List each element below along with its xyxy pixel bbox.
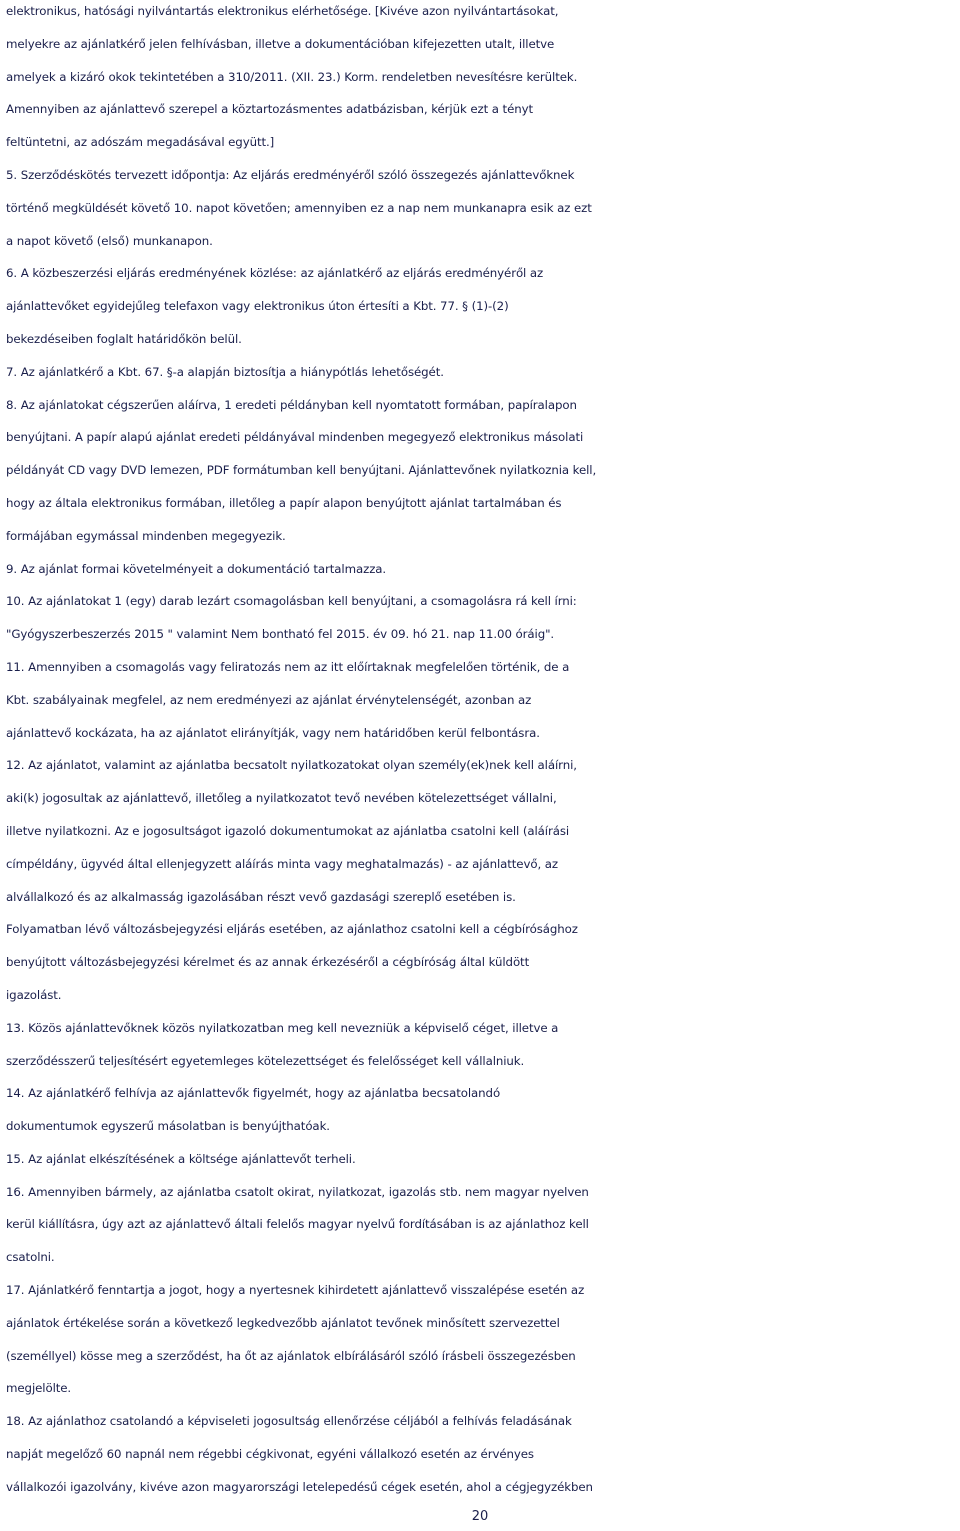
document-body [6, 0, 958, 1504]
text-line: Amennyiben az ajánlattevő szerepel a köztartozásmentes adatbázisban, kérjük ezt a tényt [6, 102, 534, 117]
text-line: hogy az általa elektronikus formában, illetőleg a papír alapon benyújtott ajánlat tartalmában és [6, 495, 562, 510]
page-number: 20 [471, 1509, 489, 1524]
text-line: ajánlattevő kockázata, ha az ajánlatot elirányítják, vagy nem határidőben kerül felbontásra. [6, 725, 540, 740]
text-line: 11. Amennyiben a csomagolás vagy feliratozás nem az itt előírtaknak megfelelően történik, de a [6, 659, 570, 674]
text-line: a napot követő (első) munkanapon. [6, 233, 213, 248]
text-line: aki(k) jogosultak az ajánlattevő, illetőleg a nyilatkozatot tevő nevében kötelezettséget vállalni, [6, 791, 557, 806]
text-line: (személlyel) kösse meg a szerződést, ha őt az ajánlatok elbírálásáról szóló írásbeli összegezésben [6, 1348, 576, 1363]
text-line: címpéldány, ügyvéd által ellenjegyzett aláírás minta vagy meghatalmazás) - az ajánlattevő, az [6, 856, 558, 871]
text-line: feltüntetni, az adószám megadásával együtt.] [6, 135, 275, 150]
text-line: 15. Az ajánlat elkészítésének a költsége ajánlattevőt terheli. [6, 1151, 356, 1166]
text-line: napját megelőző 60 napnál nem régebbi cégkivonat, egyéni vállalkozó esetén az érvényes [6, 1447, 534, 1462]
text-line: 6. A közbeszerzési eljárás eredményének közlése: az ajánlatkérő az eljárás eredményéről az [6, 266, 544, 281]
text-line: amelyek a kizáró okok tekintetében a 310/2011. (XII. 23.) Korm. rendeletben nevesítésre kerültek. [6, 69, 578, 84]
text-line: 14. Az ajánlatkérő felhívja az ajánlattevők figyelmét, hogy az ajánlatba becsatolandó [6, 1086, 501, 1101]
text-line: 10. Az ajánlatokat 1 (egy) darab lezárt csomagolásban kell benyújtani, a csomagolásra rá kell írni: [6, 594, 577, 609]
text-line: 18. Az ajánlathoz csatolandó a képviseleti jogosultság ellenőrzése céljából a felhívás feladásának [6, 1414, 572, 1429]
text-line: Kbt. szabályainak megfelel, az nem eredményezi az ajánlat érvénytelenségét, azonban az [6, 692, 532, 707]
text-line: 5. Szerződéskötés tervezett időpontja: Az eljárás eredményéről szóló összegezés ajánlattevőknek [6, 167, 575, 182]
text-line: alvállalkozó és az alkalmasság igazolásában részt vevő gazdasági szereplő esetében is. [6, 889, 516, 904]
text-line: történő megküldését követő 10. napot követően; amennyiben ez a nap nem munkanapra esik az ezt [6, 200, 592, 215]
text-line: példányát CD vagy DVD lemezen, PDF formátumban kell benyújtani. Ajánlattevőnek nyilatkoznia kell, [6, 463, 597, 478]
text-line: illetve nyilatkozni. Az e jogosultságot igazoló dokumentumokat az ajánlatba csatolni kell (aláírási [6, 823, 570, 838]
text-line: 8. Az ajánlatokat cégszerűen aláírva, 1 eredeti példányban kell nyomtatott formában, papíralapon [6, 397, 577, 412]
text-line: benyújtott változásbejegyzési kérelmet és az annak érkezéséről a cégbíróság által küldött [6, 955, 530, 970]
text-line: ajánlatok értékelése során a következő legkedvezőbb ajánlatot tevőnek minősített szervezettel [6, 1315, 560, 1330]
text-line: 17. Ajánlatkérő fenntartja a jogot, hogy a nyertesnek kihirdetett ajánlattevő visszalépése esetén az [6, 1283, 585, 1298]
text-line: Folyamatban lévő változásbejegyzési eljárás esetében, az ajánlathoz csatolni kell a cégbírósághoz [6, 922, 578, 937]
text-line: ajánlattevőket egyidejűleg telefaxon vagy elektronikus úton értesíti a Kbt. 77. § (1)-(2) [6, 299, 509, 314]
text-line: dokumentumok egyszerű másolatban is benyújthatóak. [6, 1119, 330, 1134]
text-line: formájában egymással mindenben megegyezik. [6, 528, 286, 543]
text-line: vállalkozói igazolvány, kivéve azon magyarországi letelepedésű cégek esetén, ahol a cégjegyzékben [6, 1479, 593, 1494]
text-line: megjelölte. [6, 1381, 72, 1396]
text-line: elektronikus, hatósági nyilvántartás elektronikus elérhetősége. [Kivéve azon nyilvántartásokat, [6, 4, 559, 18]
text-line: 9. Az ajánlat formai követelményeit a dokumentáció tartalmazza. [6, 561, 387, 576]
text-line: bekezdéseiben foglalt határidőkön belül. [6, 331, 242, 346]
text-line: 7. Az ajánlatkérő a Kbt. 67. §-a alapján biztosítja a hiánypótlás lehetőségét. [6, 364, 444, 379]
text-line: 13. Közös ajánlattevőknek közös nyilatkozatban meg kell nevezniük a képviselő céget, illetve a [6, 1020, 559, 1035]
text-line: kerül kiállításra, úgy azt az ajánlattevő általi felelős magyar nyelvű fordításában is az ajánlathoz kell [6, 1217, 589, 1232]
text-line: szerződésszerű teljesítésért egyetemleges kötelezettséget és felelősséget kell vállalniuk. [6, 1053, 525, 1068]
text-line: benyújtani. A papír alapú ajánlat eredeti példányával mindenben megegyező elektronikus másolati [6, 430, 584, 445]
text-line: 12. Az ajánlatot, valamint az ajánlatba becsatolt nyilatkozatokat olyan személy(ek)nek kell aláírni, [6, 758, 577, 773]
text-line: "Gyógyszerbeszerzés 2015 " valamint Nem bontható fel 2015. év 09. hó 21. nap 11.00 óráig". [6, 627, 555, 642]
text-line: csatolni. [6, 1250, 55, 1265]
text-line: 16. Amennyiben bármely, az ajánlatba csatolt okirat, nyilatkozat, igazolás stb. nem magyar nyelven [6, 1184, 589, 1199]
text-line: igazolást. [6, 987, 62, 1002]
text-line: melyekre az ajánlatkérő jelen felhívásban, illetve a dokumentációban kifejezetten utalt, illetve [6, 36, 555, 51]
